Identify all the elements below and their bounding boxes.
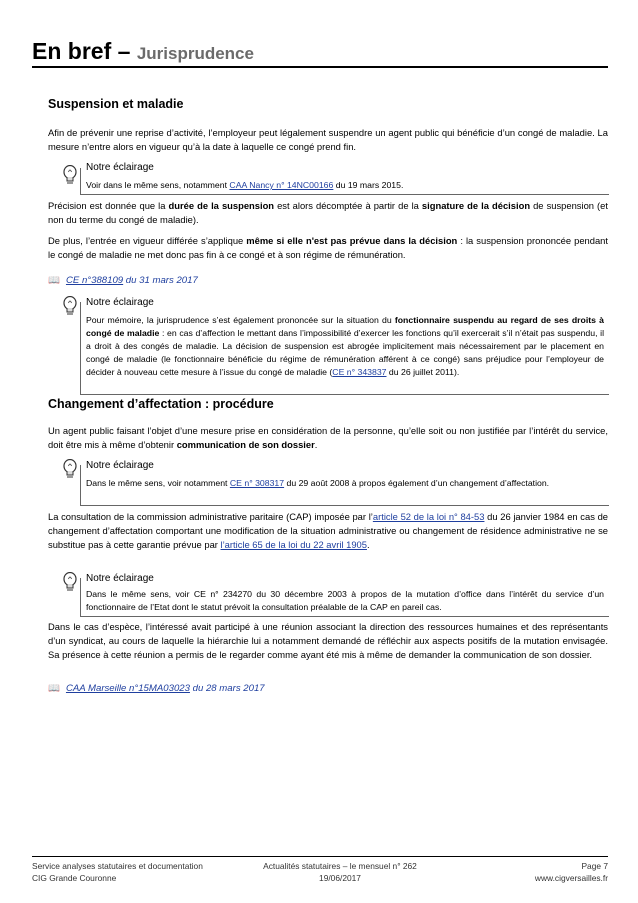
- book-icon: 📖: [48, 683, 60, 694]
- note-text: du 26 juillet 2011).: [386, 367, 460, 377]
- note-frame: [80, 302, 609, 395]
- footer-org: CIG Grande Couronne: [32, 873, 117, 883]
- note-text: du 19 mars 2015.: [333, 180, 404, 190]
- section-heading-suspension: Suspension et maladie: [48, 97, 184, 111]
- note-text: du 29 août 2008 à propos également d’un changement d’affectation.: [284, 478, 550, 488]
- text-bold: communication de son dossier: [176, 439, 315, 450]
- note-title: Notre éclairage: [86, 162, 154, 173]
- lightbulb-icon: [62, 296, 78, 318]
- note-frame: [80, 578, 609, 617]
- note-title: Notre éclairage: [86, 573, 154, 584]
- text: est alors décomptée à partir de la: [274, 200, 422, 211]
- note-frame: [80, 168, 609, 195]
- ce-308317-link[interactable]: CE n° 308317: [229, 478, 285, 488]
- footer-publication: Actualités statutaires – le mensuel n° 262: [263, 861, 417, 871]
- lightbulb-icon: [62, 165, 78, 187]
- footer-website: www.cigversailles.fr: [534, 873, 608, 883]
- reference-date: du 28 mars 2017: [189, 683, 265, 694]
- note-title: Notre éclairage: [86, 460, 154, 471]
- title-main: En bref –: [32, 38, 137, 64]
- footer-right: [535, 860, 608, 884]
- text-bold: durée de la suspension: [168, 200, 275, 211]
- text: de suspension (et non du terme du congé de maladie).: [48, 200, 608, 225]
- text: du 26 janvier 1984 en cas de changement d’affectation comportant une modification de la situation administrative ou changement de résidence administrative ne se substitue pas à cette garantie prévue par: [48, 511, 608, 550]
- book-icon: 📖: [48, 275, 60, 286]
- paragraph: [48, 424, 608, 452]
- text: De plus, l’entrée en vigueur différée s’applique: [48, 235, 247, 246]
- lightbulb-icon: [62, 459, 78, 481]
- note-text-bold: fonctionnaire suspendu au regard de ses droits à congé de maladie: [86, 315, 604, 338]
- reference-line: [48, 683, 265, 694]
- note-title: Notre éclairage: [86, 297, 154, 308]
- title-subtitle: Jurisprudence: [136, 44, 254, 63]
- footer-date: 19/06/2017: [319, 873, 361, 883]
- text: La consultation de la commission administrative paritaire (CAP) imposée par l’: [48, 511, 373, 522]
- header-rule: [32, 66, 608, 68]
- reference-line: [48, 275, 198, 286]
- footer-left: [32, 860, 203, 884]
- note-text: Pour mémoire, la jurisprudence s’est également prononcée sur la situation du: [86, 315, 395, 325]
- paragraph: Dans le cas d’espèce, l’intéressé avait participé à une réunion associant la direction des ressources humaines et des représentants d’un syndicat, au cours de laquelle la hiérarchie lui a notamment demandé de réfléchir aux aspects positifs de la mutation envisagée. Sa présence à cette réunion a permis de le regarder comme ayant été mis à même de demander la communication de son dossier.: [48, 621, 608, 660]
- article-65-link[interactable]: l’article 65 de la loi du 22 avril 1905: [220, 539, 367, 550]
- paragraph: [48, 199, 608, 227]
- footer-center: [240, 860, 440, 884]
- text: : la suspension prononcée pendant le congé de maladie ne met donc pas fin à ce congé et à son régime de rémunération.: [48, 235, 608, 260]
- caa-nancy-link[interactable]: CAA Nancy n° 14NC00166: [229, 180, 334, 190]
- text-bold: signature de la décision: [421, 200, 531, 211]
- text: Un agent public faisant l’objet d’une mesure prise en considération de la personne, qu’elle soit ou non justifiée par l’intérêt du service, doit être mis à même d’obtenir: [48, 425, 608, 450]
- footer-rule: [32, 856, 608, 857]
- note-text: Dans le même sens, voir notamment: [86, 478, 230, 488]
- page-number: Page 7: [581, 861, 608, 871]
- text-bold: même si elle n'est pas prévue dans la décision: [246, 235, 458, 246]
- paragraph: [48, 510, 608, 552]
- note-text: : en cas d’affection le mettant dans l’impossibilité d’exercer les fonctions qu’il exercerait s’il n’était pas suspendu, il a droit à des congés de maladie. La décision de suspension est abrogée implicitement mais nécessairement par le placement en congé de maladie (le fonctionnaire bénéficie du régime de rémunération afférent à ce congé) sans préjudice pour l’employeur de décider à nouveau cette mesure à l’issue du congé de maladie (: [86, 328, 604, 377]
- ce-388109-link[interactable]: CE n°388109: [65, 275, 124, 286]
- text: .: [366, 539, 370, 550]
- caa-marseille-link[interactable]: CAA Marseille n°15MA03023: [65, 683, 190, 694]
- reference-date: du 31 mars 2017: [123, 275, 198, 286]
- page-title: [32, 38, 254, 65]
- note-text: Voir dans le même sens, notamment: [86, 180, 230, 190]
- text: .: [314, 439, 318, 450]
- footer-service: Service analyses statutaires et documentation: [32, 861, 203, 871]
- ce-343837-link[interactable]: CE n° 343837: [332, 367, 387, 377]
- paragraph: Afin de prévenir une reprise d’activité, l’employeur peut légalement suspendre un agent public qui bénéficie d’un congé de maladie. La mesure n’entre alors en vigueur qu’à la date à laquelle ce congé prend fin.: [48, 127, 608, 152]
- article-52-link[interactable]: article 52 de la loi n° 84-53: [372, 511, 485, 522]
- paragraph: [48, 234, 608, 262]
- note-body: Dans le même sens, voir CE n° 234270 du 30 décembre 2003 à propos de la mutation d’office dans l’intérêt du service d’un fonctionnaire de l’Etat dont le statut prévoit la consultation préalable de la CAP en pareil cas.: [86, 589, 604, 612]
- note-frame: [80, 465, 609, 506]
- text: Précision est donnée que la: [48, 200, 169, 211]
- lightbulb-icon: [62, 572, 78, 594]
- section-heading-affectation: Changement d’affectation : procédure: [48, 397, 274, 411]
